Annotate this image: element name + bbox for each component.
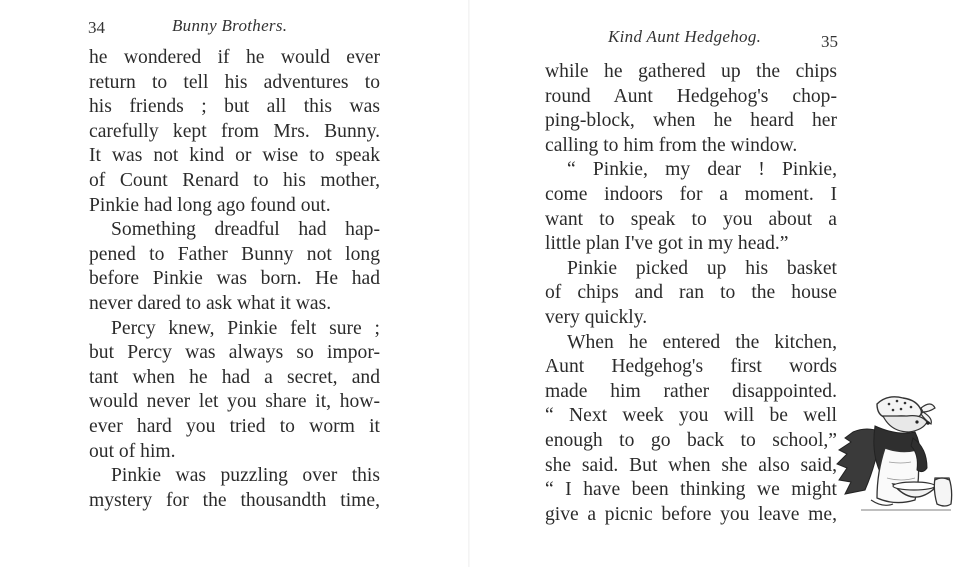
text-line: would never let you share it, how-	[89, 391, 380, 413]
text-line: It was not kind or wise to speak	[89, 145, 380, 167]
text-line: of Count Renard to his mother,	[89, 169, 380, 191]
text-line: want to speak to you about a	[545, 208, 837, 230]
text-line: calling to him from the window.	[545, 134, 798, 156]
text-line: she said. But when she also said,	[545, 454, 837, 476]
text-line: “ Next week you will be well	[545, 405, 837, 427]
text-line: never dared to ask what it was.	[89, 292, 332, 314]
text-line: pened to Father Bunny not long	[89, 243, 380, 265]
left-page	[0, 0, 470, 567]
text-line: “ Pinkie, my dear ! Pinkie,	[567, 159, 837, 181]
right-page	[470, 0, 959, 567]
text-line: of chips and ran to the house	[545, 282, 837, 304]
text-line: Pinkie was puzzling over this	[111, 465, 380, 487]
text-line: ping-block, when he heard her	[545, 110, 837, 132]
page-number-left: 34	[88, 18, 105, 37]
hedgehog-cook-illustration-icon	[831, 392, 953, 518]
text-line: Percy knew, Pinkie felt sure ;	[111, 317, 380, 339]
text-line: before Pinkie was born. He had	[89, 268, 380, 290]
text-line: give a picnic before you leave me,	[545, 503, 837, 525]
text-line: Pinkie picked up his basket	[567, 257, 837, 279]
text-line: mystery for the thousandth time,	[89, 489, 380, 511]
text-line: while he gathered up the chips	[545, 61, 837, 82]
text-line: tant when he had a secret, and	[89, 366, 380, 388]
text-line: Aunt Hedgehog's first words	[545, 356, 837, 378]
text-line: he wondered if he would ever	[89, 47, 380, 68]
text-line: ever hard you tried to worm it	[89, 415, 380, 437]
text-line: but Percy was always so impor-	[89, 342, 380, 364]
text-line: Something dreadful had hap-	[111, 219, 380, 241]
text-line: return to tell his adventures to	[89, 71, 380, 93]
right-page-text	[545, 60, 837, 527]
text-line: “ I have been thinking we might	[545, 479, 837, 501]
left-page-text	[89, 46, 380, 513]
text-line: little plan I've got in my head.”	[545, 233, 789, 255]
text-line: come indoors for a moment. I	[545, 183, 837, 205]
running-head-left: Bunny Brothers.	[172, 16, 288, 35]
page-number-right: 35	[821, 32, 838, 51]
text-line: made him rather disappointed.	[545, 380, 837, 402]
text-line: very quickly.	[545, 306, 648, 328]
text-line: round Aunt Hedgehog's chop-	[545, 85, 837, 107]
text-line: out of him.	[89, 440, 176, 462]
text-line: When he entered the kitchen,	[567, 331, 837, 353]
running-head-right: Kind Aunt Hedgehog.	[608, 27, 762, 46]
text-line: his friends ; but all this was	[89, 96, 380, 118]
text-line: enough to go back to school,”	[545, 429, 837, 451]
text-line: carefully kept from Mrs. Bunny.	[89, 120, 380, 142]
text-line: Pinkie had long ago found out.	[89, 194, 331, 216]
